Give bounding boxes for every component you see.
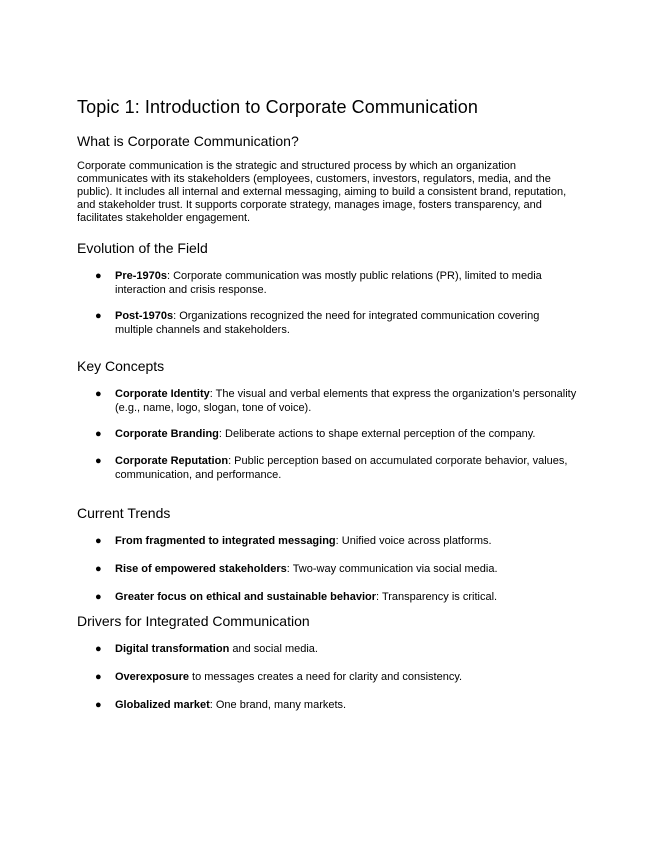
bullet-icon: ●: [95, 310, 102, 322]
bullet-icon: ●: [95, 591, 102, 603]
document-page: [77, 96, 577, 712]
section-heading-what: What is Corporate Communication?: [77, 133, 299, 149]
concepts-list: [77, 387, 577, 482]
list-item: [77, 387, 577, 415]
list-item-term: Digital transformation: [115, 643, 230, 655]
list-item-text: : The visual and verbal elements that express the organization’s personality (e.g., name, logo, slogan, tone of voice).: [115, 388, 577, 414]
bullet-icon: ●: [95, 563, 102, 575]
list-item-term: Pre-1970s: [115, 270, 167, 282]
list-item-text: : Unified voice across platforms.: [335, 535, 492, 547]
list-item: [77, 670, 577, 684]
bullet-icon: ●: [95, 388, 102, 400]
list-item-text: : Public perception based on accumulated corporate behavior, values, communication, and performance.: [115, 455, 568, 481]
list-item-text: : Organizations recognized the need for integrated communication covering multiple channels and stakeholders.: [115, 310, 540, 336]
list-item: [77, 590, 577, 604]
list-item: [77, 269, 577, 297]
list-item: [77, 454, 577, 482]
list-item-text: and social media.: [229, 643, 318, 655]
section-heading-trends: Current Trends: [77, 505, 171, 521]
list-item: [77, 534, 577, 548]
trends-list: [77, 534, 577, 604]
evolution-list: [77, 269, 577, 337]
list-item-term: Rise of empowered stakeholders: [115, 563, 287, 575]
list-item-term: Overexposure: [115, 671, 189, 683]
list-item-term: Corporate Reputation: [115, 455, 229, 467]
list-item: [77, 427, 577, 441]
list-item-term: Corporate Branding: [115, 428, 219, 440]
list-item-term: Globalized market: [115, 699, 210, 711]
bullet-icon: ●: [95, 671, 102, 683]
bullet-icon: ●: [95, 270, 102, 282]
bullet-icon: ●: [95, 699, 102, 711]
list-item: [77, 642, 577, 656]
list-item-text: : One brand, many markets.: [209, 699, 347, 711]
bullet-icon: ●: [95, 455, 102, 467]
list-item-text: : Deliberate actions to shape external perception of the company.: [218, 428, 536, 440]
list-item-term: Post-1970s: [115, 310, 174, 322]
list-item-text: : Two-way communication via social media.: [286, 563, 498, 575]
list-item-text: to messages creates a need for clarity and consistency.: [188, 671, 463, 683]
section-heading-concepts: Key Concepts: [77, 358, 165, 374]
bullet-icon: ●: [95, 643, 102, 655]
bullet-icon: ●: [95, 535, 102, 547]
list-item-term: Greater focus on ethical and sustainable behavior: [115, 591, 377, 603]
section-heading-drivers: Drivers for Integrated Communication: [77, 613, 310, 629]
bullet-icon: ●: [95, 428, 102, 440]
list-item: [77, 698, 577, 712]
section-body-what: Corporate communication is the strategic and structured process by which an organization communicates with its stakeholders (employees, customers, investors, regulators, media, and the public). It includes all internal and external messaging, aiming to build a consistent brand, reputation, and stakeholder trust. It supports corporate strategy, manages image, fosters transparency, and facilitates stakeholder engagement.: [77, 160, 567, 224]
section-heading-evolution: Evolution of the Field: [77, 240, 208, 256]
list-item-term: Corporate Identity: [115, 388, 210, 400]
page-title: Topic 1: Introduction to Corporate Communication: [77, 97, 479, 117]
list-item-term: From fragmented to integrated messaging: [115, 535, 336, 547]
list-item: [77, 309, 577, 337]
list-item-text: : Corporate communication was mostly public relations (PR), limited to media interaction and crisis response.: [115, 270, 542, 296]
drivers-list: [77, 642, 577, 712]
list-item: [77, 562, 577, 576]
list-item-text: : Transparency is critical.: [376, 591, 498, 603]
